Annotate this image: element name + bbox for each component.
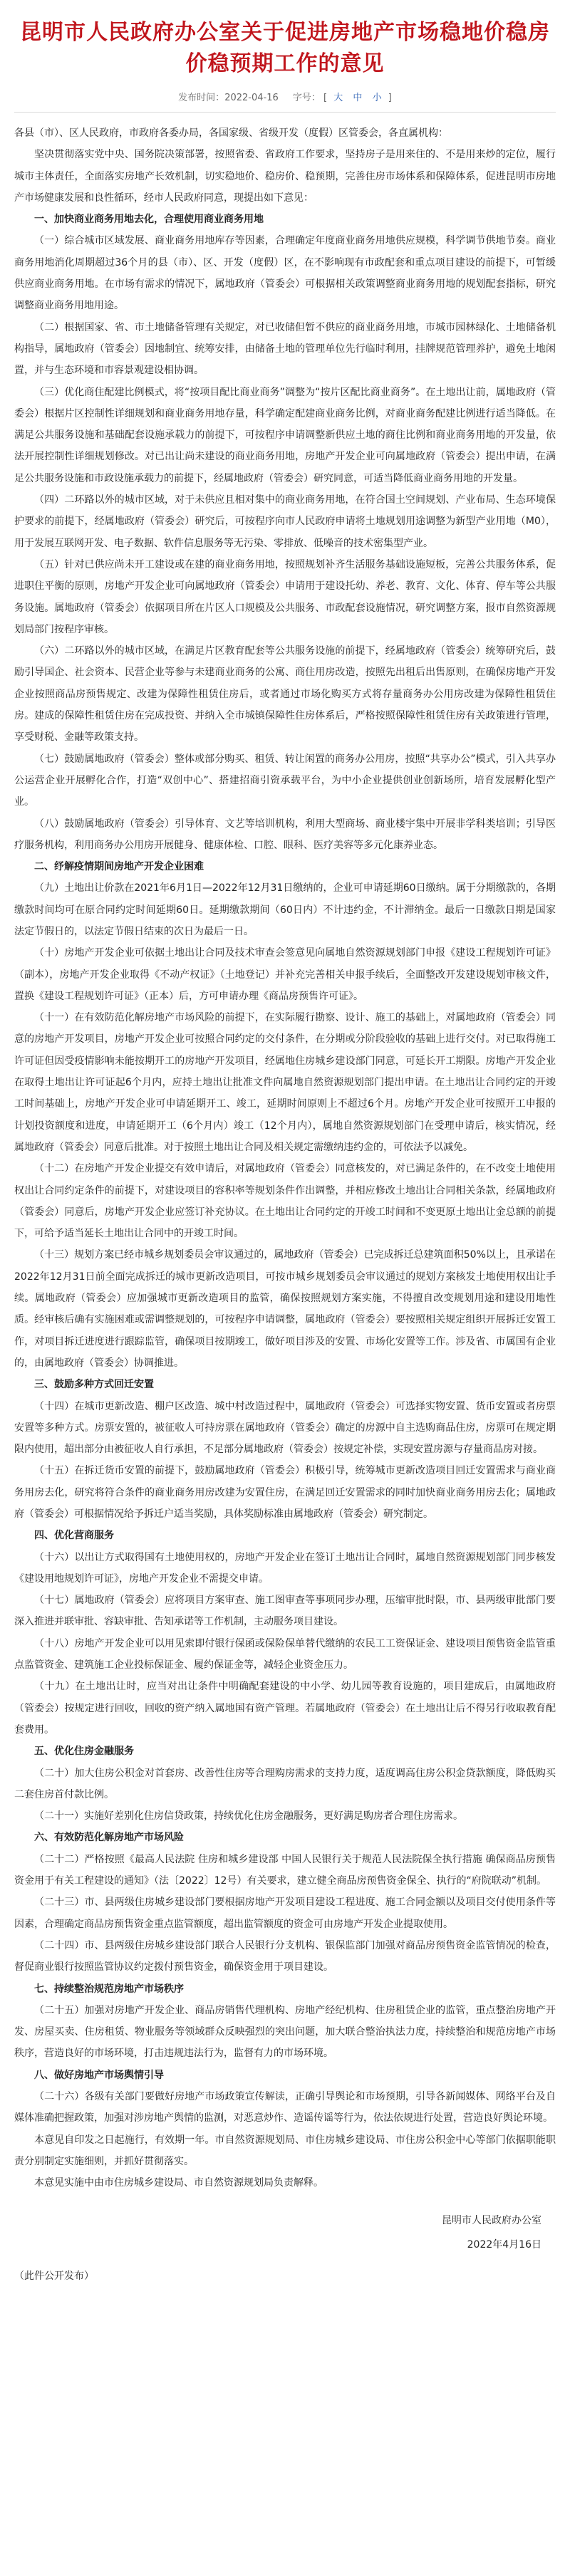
body-paragraph: （十一）在有效防范化解房地产市场风险的前提下，在实际履行勘察、设计、施工的基础上，对属地政府（管委会）同意的房地产开发项目，房地产开发企业可按照合同约定的交付条件，在分期或分阶段验收的基础上进行交付。对已取得施工许可证但因受疫情影响未能按期开工的房地产开发项目，经属地住房城乡建设部门同意，可延长开工期限。房地产开发企业在取得土地出让许可证起6个月内，应持土地出让批准文件向属地自然资源规划部门提出申请。在土地出让合同约定的开竣工时间基础上，房地产开发企业可申请延期开工、竣工，延期时间原则上不超过6个月。房地产开发企业可按照开工申报的计划投资额度和进度，申请延期开工（6个月内）竣工（12个月内），属地自然资源规划部门在受理申请后，核实情况，经属地政府（管委会）同意后批准。对于按照土地出让合同及相关规定需缴纳违约金的，可依法予以减免。	[14, 1012, 556, 1153]
signature-block	[14, 2209, 556, 2257]
body-paragraph: （二十）加大住房公积金对首套房、改善性住房等合理购房需求的支持力度，适度调高住房公积金贷款额度，降低购买二套住房首付款比例。	[14, 1767, 556, 1800]
section-heading: 六、有效防范化解房地产市场风险	[34, 1832, 184, 1844]
body-paragraph: （二十六）各级有关部门要做好房地产市场政策宣传解读，正确引导舆论和市场预期，引导各新闻媒体、网络平台及自媒体准确把握政策，加强对涉房地产舆情的监测，对恶意炒作、造谣传谣等行为，依法依规进行处置，营造良好舆论环境。	[14, 2091, 556, 2124]
issue-date: 2022年4月16日	[467, 2238, 542, 2251]
body-paragraph: （十二）在房地产开发企业提交有效申请后，对属地政府（管委会）同意核发的，对已满足条件的，在不改变土地使用权出让合同约定条件的前提下，对建设项目的容积率等规划条件作出调整，并相应修改土地出让合同相关条款，经属地政府（管委会）同意后，房地产开发企业应签订补充协议。在土地出让合同约定的开竣工时间和不变更原土地出让金总额的前提下，可给予适当延长土地出让合同中的开竣工时间。	[14, 1163, 556, 1240]
section-heading: 一、加快商业商务用地去化，合理使用商业商务用地	[34, 214, 264, 226]
font-size-label: 字号：	[292, 93, 321, 103]
article-meta	[14, 85, 556, 113]
body-paragraph: （三）优化商住配建比例模式，将“按项目配比商业商务”调整为“按片区配比商业商务”。在土地出让前，属地政府（管委会）根据片区控制性详细规划和商业商务用地存量，科学确定配建商业商务比例，对商业商务配建比例进行适当降低。在满足公共服务设施和基础配套设施承载力的前提下，可按程序申请调整新供应土地的商住比例和商业商务用地的开发量，依法开展控制性详细规划修改。对已出让尚未建设的商业商务用地，房地产开发企业可向属地政府（管委会）提出申请，在满足公共服务设施和市政设施承载力的前提下，经属地政府（管委会）研究同意，可适当降低商业商务用地的开发量。	[14, 386, 556, 484]
body-paragraph: （十九）在土地出让时，应当对出让条件中明确配套建设的中小学、幼儿园等教育设施的，项目建成后，由属地政府（管委会）按规定进行回收，回收的资产纳入属地国有资产管理。若属地政府（管委会）在土地出让后不得另行收取教育配套费用。	[14, 1681, 556, 1736]
section-heading: 八、做好房地产市场舆情引导	[34, 2069, 164, 2081]
body-paragraph: （二）根据国家、省、市土地储备管理有关规定，对已收储但暂不供应的商业商务用地，市城市园林绿化、土地储备机构指导，属地政府（管委会）因地制宜、统筹安排，由储备土地的管理单位先行临时利用，挂牌规范管理养护，避免土地闲置，并与生态环境和市容景观建设相协调。	[14, 321, 556, 377]
section-heading: 七、持续整治规范房地产市场秩序	[34, 1983, 184, 1995]
body-paragraph: 本意见自印发之日起施行，有效期一年。市自然资源规划局、市住房城乡建设局、市住房公积金中心等部门依据职能职责分别制定实施细则，并抓好贯彻落实。	[14, 2134, 556, 2167]
issuer-name: 昆明市人民政府办公室	[442, 2214, 542, 2226]
body-paragraph: 坚决贯彻落实党中央、国务院决策部署，按照省委、省政府工作要求，坚持房子是用来住的、不是用来炒的定位，履行城市主体责任，全面落实房地产长效机制，切实稳地价、稳房价、稳预期，完善住房市场体系和保障体系，促进昆明市房地产市场健康发展和良性循环，经市人民政府同意，现提出如下意见：	[14, 149, 556, 204]
body-paragraph: （十八）房地产开发企业可以用见索即付银行保函或保险保单替代缴纳的农民工工资保证金、建设项目预售资金监管重点监管资金、建筑施工企业投标保证金、履约保证金等，减轻企业资金压力。	[14, 1637, 556, 1672]
body-paragraph: （五）针对已供应尚未开工建设或在建的商业商务用地，按照规划补齐生活服务基础设施短板，完善公共服务体系，促进职住平衡的原则，房地产开发企业可向属地政府（管委会）申请用于建设托幼、养老、教育、文化、体育、停车等公共服务设施。属地政府（管委会）依据项目所在片区人口规模及公共服务、市政配套设施情况，研究调整方案，报市自然资源规划局部门按程序审核。	[14, 558, 556, 635]
article-body	[14, 122, 556, 2194]
body-paragraph: （二十四）市、县两级住房城乡建设部门联合人民银行分支机构、银保监部门加强对商品房预售资金监管情况的检查，督促商业银行按照监管协议约定拨付预售资金，确保资金用于项目建设。	[14, 1939, 556, 1973]
body-paragraph: （十四）在城市更新改造、棚户区改造、城中村改造过程中，属地政府（管委会）可选择实物安置、货币安置或者房票安置等多种方式。房票安置的，被征收人可持房票在属地政府（管委会）确定的房源中自主选购商品住房，房票可在规定期限内使用，超出部分由被征收人自行承担，不足部分属地政府（管委会）按规定补偿，实现安置房源与存量商品房对接。	[14, 1400, 556, 1456]
font-size-small-link[interactable]: 小	[372, 93, 382, 103]
body-paragraph: （一）综合城市区域发展、商业商务用地库存等因素，合理确定年度商业商务用地供应规模，科学调节供地节奏。商业商务用地消化周期超过36个月的县（市）、区、开发（度假）区，在不影响现有市政配套和重点项目建设的前提下，可暂缓供应商业商务用地。在市场有需求的情况下，属地政府（管委会）可根据相关政策调整商业商务用地的规划配套指标，研究调整商业商务用地用途。	[14, 235, 556, 312]
body-paragraph: （二十三）市、县两级住房城乡建设部门要根据房地产开发项目建设工程进度、施工合同金额以及项目交付使用条件等因素，合理确定商品房预售资金重点监管额度，超出监管额度的资金可由房地产开发企业提取使用。	[14, 1897, 556, 1930]
body-paragraph: （四）二环路以外的城市区域，对于未供应且相对集中的商业商务用地，在符合国土空间规划、产业布局、生态环境保护要求的前提下，经属地政府（管委会）研究后，可按程序向市人民政府申请将土地规划用途调整为新型产业用地（M0），用于发展互联网开发、电子数据、软件信息服务等无污染、零排放、低噪音的技术密集型产业。	[14, 494, 556, 549]
body-paragraph: 本意见实施中由市住房城乡建设局、市自然资源规划局负责解释。	[34, 2177, 323, 2189]
body-paragraph: （十）房地产开发企业可依据土地出让合同及技术审查会签意见向属地自然资源规划部门申报《建设工程规划许可证》（副本），房地产开发企业取得《不动产权证》（土地登记）并补充完善相关申报手续后，全面整改开发建设规划审核文件，置换《建设工程规划许可证》（正本）后，方可申请办理《商品房预售许可证》。	[14, 947, 556, 1002]
body-paragraph: （二十一）实施好差别化住房信贷政策，持续优化住房金融服务，更好满足购房者合理住房需求。	[34, 1810, 463, 1823]
section-heading: 三、鼓励多种方式回迁安置	[34, 1379, 154, 1391]
font-bracket-close: ]	[388, 93, 392, 103]
publish-date: 2022-04-16	[224, 93, 279, 103]
page-title: 昆明市人民政府办公室关于促进房地产市场稳地价稳房价稳预期工作的意见	[20, 20, 550, 76]
body-paragraph: （十五）在拆迁货币安置的前提下，鼓励属地政府（管委会）积极引导，统筹城市更新改造项目回迁安置需求与商业商务用房去化，研究将符合条件的商业商务用房改建为安置住房，在满足回迁安置需求的同时加快商业商务用房去化；属地政府（管委会）可根据情况给予拆迁户适当奖励，具体奖励标准由属地政府（管委会）研究制定。	[14, 1465, 556, 1520]
font-size-large-link[interactable]: 大	[333, 93, 343, 103]
body-paragraph: （十七）属地政府（管委会）应将项目方案审查、施工图审查等事项同步办理，压缩审批时限，市、县两级审批部门要深入推进并联审批、容缺审批、告知承诺等工作机制，主动服务项目建设。	[14, 1595, 556, 1628]
body-paragraph: （二十五）加强对房地产开发企业、商品房销售代理机构、房地产经纪机构、住房租赁企业的监管，重点整治房地产开发、房屋买卖、住房租赁、物业服务等领域群众反映强烈的突出问题，加大联合整治执法力度，持续整治和规范房地产市场秩序，营造良好的市场环境，打击违规违法行为，监督有力的市场环境。	[14, 2004, 556, 2060]
salutation: 各县（市）、区人民政府，市政府各委办局，各国家级、省级开发（度假）区管委会，各直属机构：	[14, 127, 448, 139]
body-paragraph: （十三）规划方案已经市城乡规划委员会审议通过的，属地政府（管委会）已完成拆迁总建筑面积50%以上，且承诺在2022年12月31日前全面完成拆迁的城市更新改造项目，可按市城乡规划委员会审议通过的规划方案核发土地使用权出让手续。属地政府（管委会）应加强城市更新改造项目的监管，确保按照规划方案实施，不得擅自改变规划用途和建设用地性质。经审核后确有实施困难或需调整规划的，可按程序申请调整，属地政府（管委会）要按照相关规定组织开展拆迁安置工作，对项目拆迁进度进行跟踪监管，确保项目按期竣工，做好项目涉及的安置、市场化安置等工作。涉及省、市属国有企业的，由属地政府（管委会）协调推进。	[14, 1249, 556, 1369]
publication-note: （此件公开发布）	[14, 2270, 94, 2282]
body-paragraph: （七）鼓励属地政府（管委会）整体或部分购买、租赁、转让闲置的商务办公用房，按照“共享办公”模式，引入共享办公运营企业开展孵化合作，打造“双创中心”、搭建招商引资承载平台，为中小企业提供创业创新场所，培育发展孵化型产业。	[14, 753, 556, 808]
font-bracket-open: [	[323, 93, 328, 103]
section-heading: 五、优化住房金融服务	[34, 1746, 134, 1758]
body-paragraph: （八）鼓励属地政府（管委会）引导体育、文艺等培训机构，利用大型商场、商业楼宇集中开展非学科类培训；引导医疗服务机构，利用商务办公用房开展健身、健康体检、口腔、眼科、医疗美容等多元化康养业态。	[14, 818, 556, 851]
body-paragraph: （六）二环路以外的城市区域，在满足片区教育配套等公共服务设施的前提下，经属地政府（管委会）统筹研究后，鼓励引导国企、社会资本、民营企业等参与未建商业商务的公寓、商住用房改造，按照先出租后出售原则，在确保房地产开发企业按照商品房预售规定、改建为保障性租赁住房后，或者通过市场化购买方式将存量商务办公用房改建为保障性租赁住房。建成的保障性租赁住房在完成投资、并纳入全市城镇保障性住房体系后，严格按照保障性租赁住房有关政策进行管理，享受财税、金融等政策支持。	[14, 645, 556, 744]
body-paragraph: （十六）以出让方式取得国有土地使用权的，房地产开发企业在签订土地出让合同时，属地自然资源规划部门同步核发《建设用地规划许可证》，房地产开发企业不需提交申请。	[14, 1551, 556, 1585]
section-heading: 四、优化营商服务	[34, 1530, 114, 1542]
publish-label: 发布时间：	[178, 93, 225, 103]
body-paragraph: （二十二）严格按照《最高人民法院 住房和城乡建设部 中国人民银行关于规范人民法院保全执行措施 确保商品房预售资金用于有关工程建设的通知》（法〔2022〕12号）有关要求，建立健全商品房预售资金保全、执行的“府院联动”机制。	[14, 1853, 556, 1887]
section-heading: 二、纾解疫情期间房地产开发企业困难	[34, 861, 204, 873]
font-size-medium-link[interactable]: 中	[353, 93, 363, 103]
body-paragraph: （九）土地出让价款在2021年6月1日—2022年12月31日缴纳的，企业可申请延期60日缴纳。属于分期缴款的，各期缴款时间均可在原合同约定时间延期60日。延期缴款期间（60日内）不计违约金，不计滞纳金。最后一日缴款日期是国家法定节假日的，以法定节假日结束的次日为最后一日。	[14, 882, 556, 937]
